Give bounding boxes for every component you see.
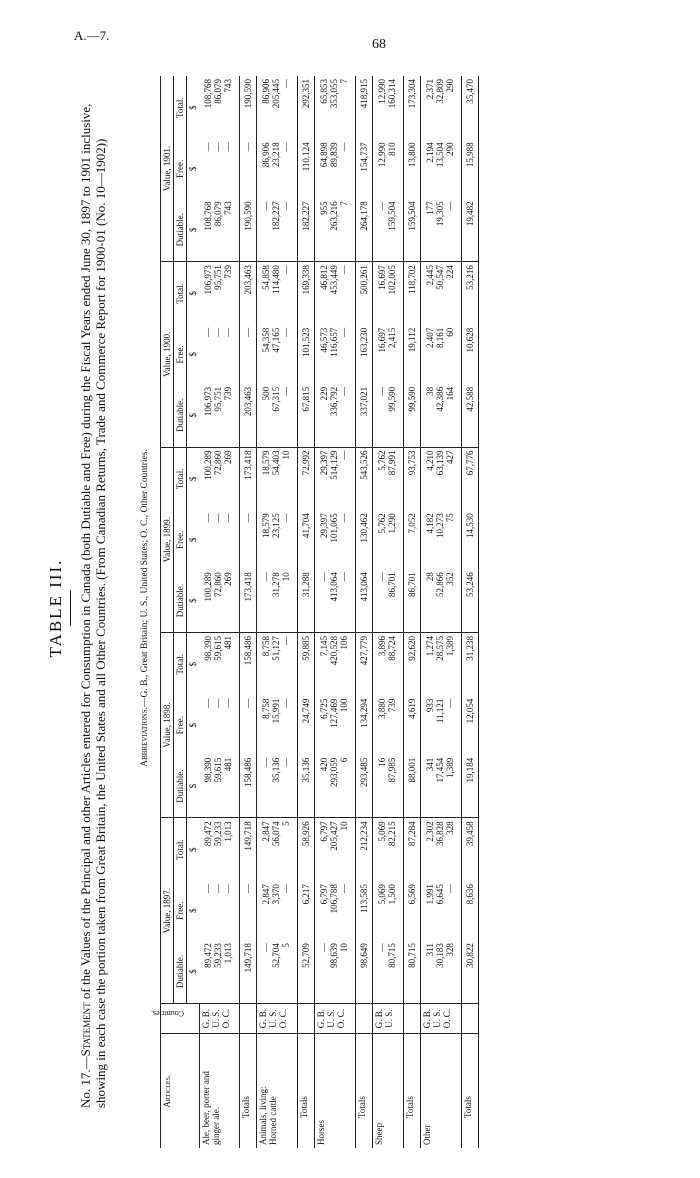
unit-label: $ bbox=[188, 598, 198, 603]
unit-label: $ bbox=[187, 447, 200, 510]
value-cell: 173,418 bbox=[240, 569, 257, 632]
article-label: Other bbox=[421, 1034, 462, 1148]
page-number: 68 bbox=[372, 37, 386, 52]
value-cell: 14,530 bbox=[462, 510, 479, 569]
value-cell: 134,294 bbox=[356, 696, 373, 755]
value-cell: 67,776 bbox=[462, 447, 479, 510]
unit-label: $ bbox=[187, 632, 200, 695]
value-cell: 8,758 15,991 — bbox=[261, 698, 291, 724]
value-cell: 173,304 bbox=[404, 76, 421, 139]
value-cell: 15,988 bbox=[462, 139, 479, 198]
value-cell: 113,585 bbox=[356, 881, 373, 940]
subcolumn-header: Free. bbox=[174, 696, 187, 755]
values-table bbox=[150, 76, 479, 1148]
value-cell: 64,898 89,839 — bbox=[319, 142, 349, 168]
article-label: Totals bbox=[298, 1034, 315, 1148]
value-cell: 543,526 bbox=[356, 447, 373, 510]
value-cell: 7,145 420,528 106 bbox=[315, 632, 356, 695]
value-cell: 130,462 bbox=[356, 510, 373, 569]
abbreviations-note bbox=[140, 68, 150, 1148]
unit-label: $ bbox=[188, 908, 198, 913]
country-codes: G. B. U. S. O. C. bbox=[315, 1003, 356, 1034]
article-label: Totals bbox=[356, 1034, 373, 1148]
unit-label: $ bbox=[188, 783, 198, 789]
value-cell: 2,302 36,828 328 bbox=[421, 818, 462, 881]
article-row bbox=[315, 76, 356, 1148]
article-label: Horses bbox=[315, 1034, 356, 1148]
value-cell: 3,896 88,724 bbox=[373, 632, 404, 695]
value-cell: 31,288 bbox=[298, 569, 315, 632]
totals-row bbox=[240, 76, 257, 1148]
value-cell: 87,284 bbox=[404, 818, 421, 881]
value-cell: 293,485 bbox=[356, 755, 373, 818]
value-cell: 16,697 2,415 bbox=[377, 327, 397, 353]
value-cell: 10,628 bbox=[462, 325, 479, 384]
value-cell: 53,216 bbox=[462, 262, 479, 325]
subcolumn-header: Dutiable. bbox=[174, 940, 187, 1003]
value-cell: 58,926 bbox=[298, 818, 315, 881]
value-cell: 42,588 bbox=[462, 384, 479, 447]
value-cell: 31,238 bbox=[462, 632, 479, 695]
value-cell: 6,797 205,427 10 bbox=[315, 818, 356, 881]
value-cell: 35,136 bbox=[298, 755, 315, 818]
subcolumn-header: Free. bbox=[174, 881, 187, 940]
value-cell: 54,358 47,165 — bbox=[261, 327, 291, 353]
value-cell: 5,762 1,290 bbox=[377, 513, 397, 534]
value-cell: — — — bbox=[203, 884, 233, 894]
value-cell: 311 30,183 328 bbox=[425, 943, 455, 968]
value-cell: 1,991 6,645 — bbox=[425, 884, 455, 905]
value-cell: 41,704 bbox=[298, 510, 315, 569]
subcolumn-header: Dutiable. bbox=[174, 384, 187, 447]
subcolumn-header: Free. bbox=[174, 139, 187, 198]
totals-row bbox=[462, 76, 479, 1148]
value-cell: 35,470 bbox=[462, 76, 479, 139]
value-cell: 86,906 205,445 — bbox=[261, 79, 291, 109]
value-cell: 2,371 32,809 290 bbox=[425, 79, 455, 104]
value-cell: 190,590 bbox=[240, 198, 257, 261]
value-cell: 2,847 56,074 5 bbox=[257, 818, 298, 881]
value-cell: 203,463 bbox=[240, 384, 257, 447]
value-cell: — — — bbox=[203, 513, 233, 523]
value-cell: 52,709 bbox=[298, 940, 315, 1003]
value-cell: 106,973 95,751 739 bbox=[199, 262, 240, 325]
value-cell: 98,390 59,615 481 bbox=[203, 757, 233, 783]
value-cell: 341 17,454 1,389 bbox=[425, 757, 455, 783]
article-row bbox=[257, 76, 298, 1148]
value-cell: 1,274 28,575 1,389 bbox=[421, 632, 462, 695]
value-cell: 4,210 63,139 427 bbox=[421, 447, 462, 510]
value-cell: 86,906 23,218 — bbox=[261, 142, 291, 168]
unit-label: $ bbox=[188, 166, 198, 172]
subcolumn-header: Total. bbox=[174, 262, 187, 325]
value-cell: 2,407 8,161 60 bbox=[425, 327, 455, 349]
value-cell: 86,701 bbox=[404, 569, 421, 632]
value-cell: 12,990 160,314 bbox=[377, 79, 397, 109]
country-codes bbox=[462, 1003, 479, 1034]
countries-header bbox=[150, 1003, 200, 1034]
value-cell: 19,184 bbox=[462, 755, 479, 818]
value-cell: 93,753 bbox=[404, 447, 421, 510]
header-row-years bbox=[161, 76, 174, 1148]
value-cell: 106,973 95,751 739 bbox=[203, 386, 233, 417]
header-row-units bbox=[187, 76, 200, 1148]
value-cell: 100,289 72,860 269 bbox=[203, 572, 233, 602]
subcolumn-header: Dutiable. bbox=[174, 755, 187, 818]
unit-label: $ bbox=[188, 105, 198, 110]
value-cell: 264,178 bbox=[356, 198, 373, 261]
value-cell: — bbox=[240, 881, 257, 940]
value-cell: 59,885 bbox=[298, 632, 315, 695]
value-cell: — bbox=[240, 510, 257, 569]
year-header: Value, 1897. bbox=[161, 818, 174, 1003]
value-cell: 158,486 bbox=[240, 755, 257, 818]
value-cell: — 80,715 bbox=[377, 943, 397, 968]
value-cell: — 413,064 — bbox=[319, 572, 349, 602]
value-cell: 6,569 bbox=[404, 881, 421, 940]
value-cell: 203,463 bbox=[240, 262, 257, 325]
subcolumn-header: Dutiable. bbox=[174, 198, 187, 261]
value-cell: 2,847 3,370 — bbox=[261, 884, 291, 905]
subcolumn-header: Total. bbox=[174, 447, 187, 510]
value-cell: 177 19,305 — bbox=[425, 201, 455, 227]
value-cell: 163,230 bbox=[356, 325, 373, 384]
value-cell: 190,590 bbox=[240, 76, 257, 139]
totals-row bbox=[298, 76, 315, 1148]
statement-lead: Statement bbox=[78, 1002, 93, 1057]
value-cell: 212,234 bbox=[356, 818, 373, 881]
value-cell: 98,649 bbox=[356, 940, 373, 1003]
article-row bbox=[421, 76, 462, 1148]
value-cell: — 98,639 10 bbox=[319, 943, 349, 968]
year-header: Value, 1899. bbox=[161, 447, 174, 632]
subcolumn-header: Total. bbox=[174, 632, 187, 695]
value-cell: 46,573 116,657 — bbox=[319, 327, 349, 357]
unit-label: $ bbox=[188, 537, 198, 542]
value-cell: 29,397 514,129 — bbox=[315, 447, 356, 510]
unit-label: $ bbox=[188, 227, 198, 232]
value-cell: 12,990 810 bbox=[377, 142, 397, 168]
value-cell: 39,458 bbox=[462, 818, 479, 881]
value-cell: — bbox=[240, 325, 257, 384]
table-title: TABLE III. bbox=[46, 558, 65, 658]
value-cell: 2,194 13,504 290 bbox=[425, 142, 455, 168]
value-cell: — 31,278 10 bbox=[261, 572, 291, 598]
article-label: Animals, living: Horned cattle bbox=[257, 1034, 298, 1148]
subcolumn-header: Dutiable. bbox=[174, 569, 187, 632]
totals-row bbox=[404, 76, 421, 1148]
value-cell: 5,762 87,991 bbox=[373, 447, 404, 510]
value-cell: — 52,704 5 bbox=[261, 943, 291, 968]
value-cell: 108,768 86,079 743 bbox=[203, 201, 233, 231]
subcolumn-header: Total. bbox=[174, 76, 187, 139]
subcolumn-header: Total. bbox=[174, 818, 187, 881]
value-cell: 88,001 bbox=[404, 755, 421, 818]
value-cell: 413,064 bbox=[356, 569, 373, 632]
value-cell: 46,812 453,449 — bbox=[315, 262, 356, 325]
country-codes bbox=[356, 1003, 373, 1034]
subcolumn-header: Free. bbox=[174, 325, 187, 384]
value-cell: 29,397 101,065 — bbox=[319, 513, 349, 543]
abbreviations-text: —G. B., Great Britain; U. S., United States; O. C., Other Countries. bbox=[140, 449, 150, 707]
statement-prefix: No. 17.— bbox=[78, 1056, 93, 1108]
value-cell: 182,227 bbox=[298, 198, 315, 261]
article-label: Sheep bbox=[373, 1034, 404, 1148]
country-codes: G. B. U. S. O. C. bbox=[257, 1003, 298, 1034]
country-codes: G. B. U. S. O. C. bbox=[199, 1003, 240, 1034]
value-cell: — 86,701 bbox=[377, 572, 397, 598]
unit-label: $ bbox=[188, 722, 198, 728]
value-cell: 67,815 bbox=[298, 384, 315, 447]
value-cell: 80,715 bbox=[404, 940, 421, 1003]
article-label: Totals bbox=[462, 1034, 479, 1148]
article-label: Ale, beer, porter and ginger ale. bbox=[199, 1034, 240, 1148]
article-label: Totals bbox=[240, 1034, 257, 1148]
value-cell: 99,590 bbox=[404, 384, 421, 447]
value-cell: 18,579 54,403 10 bbox=[257, 447, 298, 510]
value-cell: 101,523 bbox=[298, 325, 315, 384]
value-cell: 149,718 bbox=[240, 818, 257, 881]
country-codes: G. B. U. S. bbox=[373, 1003, 404, 1034]
value-cell: 229 336,792 — bbox=[319, 386, 349, 417]
value-cell: — bbox=[240, 696, 257, 755]
value-cell: 38 42,386 164 bbox=[425, 386, 455, 412]
value-cell: 100,289 72,860 269 bbox=[199, 447, 240, 510]
article-row bbox=[199, 76, 240, 1148]
value-cell: 4,182 10,273 75 bbox=[425, 513, 455, 538]
value-cell: — 182,227 — bbox=[261, 201, 291, 231]
value-cell: 158,486 bbox=[240, 632, 257, 695]
country-codes bbox=[240, 1003, 257, 1034]
value-cell: 337,021 bbox=[356, 384, 373, 447]
value-cell: 53,246 bbox=[462, 569, 479, 632]
value-cell: 933 11,121 — bbox=[425, 698, 455, 724]
subcolumn-header: Free. bbox=[174, 510, 187, 569]
value-cell: 30,822 bbox=[462, 940, 479, 1003]
value-cell: 110,124 bbox=[298, 139, 315, 198]
value-cell: 4,619 bbox=[404, 696, 421, 755]
value-cell: 92,620 bbox=[404, 632, 421, 695]
value-cell: 149,718 bbox=[240, 940, 257, 1003]
value-cell: 500 67,315 — bbox=[261, 386, 291, 412]
year-header: Value, 1900. bbox=[161, 262, 174, 447]
value-cell: 6,725 127,469 100 bbox=[319, 698, 349, 728]
value-cell: 292,351 bbox=[298, 76, 315, 139]
value-cell: 6,217 bbox=[298, 881, 315, 940]
value-cell: 418,915 bbox=[356, 76, 373, 139]
article-row bbox=[373, 76, 404, 1148]
value-cell: 8,758 51,127 — bbox=[257, 632, 298, 695]
value-cell: 28 52,866 352 bbox=[425, 572, 455, 598]
value-cell: 3,880 739 bbox=[377, 698, 397, 719]
value-cell: 6,797 106,788 — bbox=[319, 884, 349, 914]
value-cell: 500,261 bbox=[356, 262, 373, 325]
document-header-left: A.—7. bbox=[74, 28, 110, 43]
abbreviations-lead: Abbreviations. bbox=[140, 707, 150, 767]
value-cell: 24,749 bbox=[298, 696, 315, 755]
country-codes bbox=[404, 1003, 421, 1034]
value-cell: 19,482 bbox=[462, 198, 479, 261]
value-cell: 5,069 82,215 bbox=[373, 818, 404, 881]
value-cell: — — — bbox=[203, 698, 233, 708]
unit-label: $ bbox=[187, 818, 200, 881]
value-cell: 12,054 bbox=[462, 696, 479, 755]
value-cell: 154,737 bbox=[356, 139, 373, 198]
unit-label: $ bbox=[188, 969, 198, 974]
value-cell: 159,504 bbox=[404, 198, 421, 261]
year-header: Value, 1898. bbox=[161, 632, 174, 817]
value-cell: — 159,504 bbox=[377, 201, 397, 231]
value-cell: — — — bbox=[203, 327, 233, 337]
countries-header-label: Countries. bbox=[150, 1009, 185, 1019]
value-cell: 118,702 bbox=[404, 262, 421, 325]
value-cell: 7,052 bbox=[404, 510, 421, 569]
value-cell: 98,390 59,615 481 bbox=[199, 632, 240, 695]
value-cell: 89,472 59,233 1,013 bbox=[199, 818, 240, 881]
value-cell: 19,112 bbox=[404, 325, 421, 384]
country-codes bbox=[298, 1003, 315, 1034]
value-cell: 8,636 bbox=[462, 881, 479, 940]
statement-caption bbox=[78, 88, 108, 1108]
unit-label: $ bbox=[188, 412, 198, 418]
value-cell: 427,779 bbox=[356, 632, 373, 695]
unit-label: $ bbox=[187, 262, 200, 325]
rotated-table-page bbox=[40, 68, 640, 1148]
value-cell: 16,697 102,005 bbox=[373, 262, 404, 325]
year-header: Value, 1901. bbox=[161, 76, 174, 262]
value-cell: 89,472 59,233 1,013 bbox=[203, 943, 233, 968]
value-cell: 16 87,985 bbox=[377, 757, 397, 783]
value-cell: — 35,136 — bbox=[261, 757, 291, 783]
value-cell: — bbox=[240, 139, 257, 198]
header-row-sub bbox=[174, 76, 187, 1148]
value-cell: 2,445 50,547 224 bbox=[421, 262, 462, 325]
value-cell: 420 293,059 6 bbox=[319, 757, 349, 787]
article-label: Totals bbox=[404, 1034, 421, 1148]
value-cell: 955 263,216 7 bbox=[319, 201, 349, 231]
value-cell: — 99,590 bbox=[377, 386, 397, 412]
articles-header: Articles. bbox=[161, 1034, 200, 1148]
value-cell: 5,069 1,500 bbox=[377, 884, 397, 905]
title-rule bbox=[70, 590, 71, 626]
country-codes: G. B. U. S. O. C. bbox=[421, 1003, 462, 1034]
value-cell: 108,768 86,079 743 bbox=[203, 79, 233, 109]
value-cell: 72,992 bbox=[298, 447, 315, 510]
value-cell: 13,800 bbox=[404, 139, 421, 198]
totals-row bbox=[356, 76, 373, 1148]
unit-label: $ bbox=[188, 352, 198, 357]
value-cell: 65,853 353,055 7 bbox=[319, 79, 349, 109]
statement-text: of the Values of the Principal and other Articles entered for Consumption in Canada (both Dutiable and Free) during the Fiscal Years ended June 30, 1897 to 1901 inclusive, showing in each case the portion taken from Great Britain, the United States and all Other Countries. (From Canadian Returns, Trade and Commerce Report for 1900-01 (No. 10—1902)) bbox=[78, 103, 108, 1108]
value-cell: 169,338 bbox=[298, 262, 315, 325]
value-cell: 18,579 23,125 — bbox=[261, 513, 291, 538]
value-cell: — — — bbox=[203, 142, 233, 152]
value-cell: 54,858 114,480 — bbox=[257, 262, 298, 325]
value-cell: 173,418 bbox=[240, 447, 257, 510]
